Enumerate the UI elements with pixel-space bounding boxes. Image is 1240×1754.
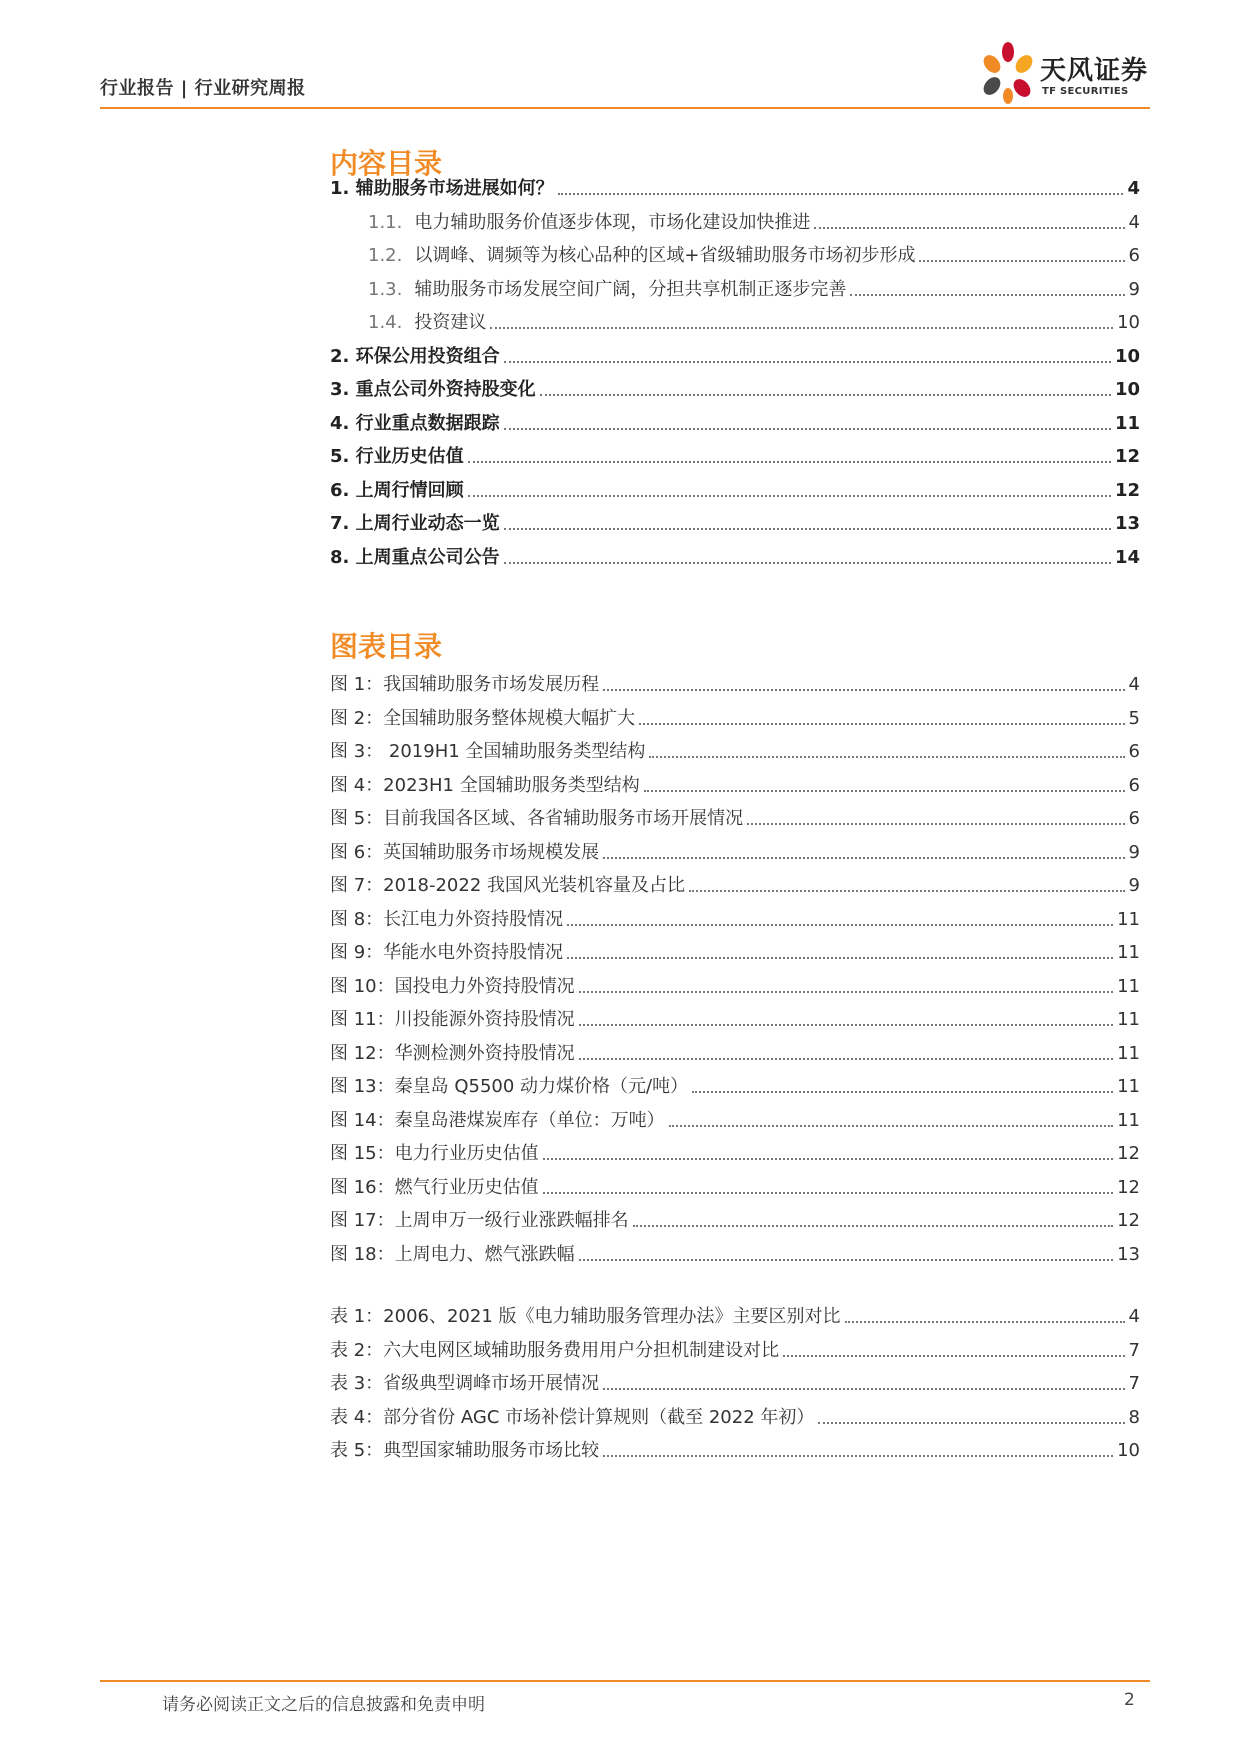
toc-entry-number: 1.1. (368, 212, 403, 233)
company-logo (978, 42, 1150, 106)
logo-name-cn: 天风证券 (1040, 56, 1149, 86)
figure-entry[interactable] (330, 1003, 1140, 1031)
leader-dots (504, 528, 1111, 530)
entry-label: 图 5：目前我国各区域、各省辅助服务市场开展情况 (330, 808, 744, 829)
entry-page: 12 (1114, 446, 1140, 467)
figure-entry[interactable] (330, 1300, 1140, 1328)
leader-dots (543, 1158, 1113, 1160)
leader-dots (603, 1455, 1113, 1457)
leader-dots (558, 193, 1124, 195)
figure-entry[interactable] (330, 970, 1140, 998)
entry-label: 环保公用投资组合 (355, 346, 500, 367)
entry-label: 上周重点公司公告 (355, 547, 500, 568)
toc-entry[interactable] (330, 541, 1140, 569)
figure-entry[interactable] (330, 702, 1140, 730)
entry-page: 9 (1128, 279, 1140, 300)
entry-label: 图 8：长江电力外资持股情况 (330, 909, 564, 930)
figure-entry[interactable] (330, 869, 1140, 897)
entry-label: 表 1：2006、2021 版《电力辅助服务管理办法》主要区别对比 (330, 1306, 841, 1327)
toc-entry[interactable] (330, 373, 1140, 401)
entry-page: 4 (1128, 674, 1140, 695)
entry-page: 14 (1114, 547, 1140, 568)
entry-page: 12 (1114, 480, 1140, 501)
entry-label: 图 16：燃气行业历史估值 (330, 1177, 539, 1198)
figure-entry[interactable] (330, 735, 1140, 763)
toc-entry[interactable] (330, 340, 1140, 368)
entry-page: 12 (1117, 1177, 1140, 1198)
entry-page: 13 (1114, 513, 1140, 534)
leader-dots (747, 823, 1124, 825)
leader-dots (504, 562, 1111, 564)
leader-dots (603, 689, 1124, 691)
entry-label: 辅助服务市场发展空间广阔，分担共享机制正逐步完善 (414, 279, 847, 300)
entry-label: 图 6：英国辅助服务市场规模发展 (330, 842, 600, 863)
entry-label: 图 1：我国辅助服务市场发展历程 (330, 674, 600, 695)
entry-label: 图 4：2023H1 全国辅助服务类型结构 (330, 775, 640, 796)
figure-entry[interactable] (330, 1171, 1140, 1199)
footer-divider (100, 1680, 1150, 1682)
entry-label: 表 5：典型国家辅助服务市场比较 (330, 1440, 600, 1461)
entry-page: 10 (1114, 346, 1140, 367)
leader-dots (579, 1024, 1113, 1026)
toc-entry-number: 2. (330, 346, 350, 367)
toc-title: 内容目录 (330, 147, 443, 180)
figure-entry[interactable] (330, 1104, 1140, 1132)
leader-dots (490, 327, 1113, 329)
entry-page: 11 (1117, 1076, 1140, 1097)
entry-page: 10 (1117, 1440, 1140, 1461)
figure-entry[interactable] (330, 802, 1140, 830)
footer-disclaimer: 请务必阅读正文之后的信息披露和免责申明 (162, 1695, 485, 1715)
logo-name-en: TF SECURITIES (1042, 86, 1129, 97)
entry-label: 图 7：2018-2022 我国风光装机容量及占比 (330, 875, 686, 896)
leader-dots (669, 1125, 1113, 1127)
entry-page: 6 (1128, 741, 1140, 762)
toc-entry[interactable] (330, 474, 1140, 502)
toc-entry[interactable] (330, 440, 1140, 468)
figure-entry[interactable] (330, 1238, 1140, 1266)
toc-entry[interactable] (368, 239, 1140, 267)
entry-label: 图 14：秦皇岛港煤炭库存（单位：万吨） (330, 1110, 665, 1131)
entry-label: 投资建议 (414, 312, 487, 333)
toc-entry[interactable] (368, 273, 1140, 301)
leader-dots (567, 924, 1113, 926)
entry-page: 11 (1117, 942, 1140, 963)
entry-label: 图 3： 2019H1 全国辅助服务类型结构 (330, 741, 646, 762)
figure-entry[interactable] (330, 1070, 1140, 1098)
leader-dots (919, 260, 1124, 262)
entry-label: 表 4：部分省份 AGC 市场补偿计算规则（截至 2022 年初） (330, 1407, 815, 1428)
toc-entry[interactable] (330, 507, 1140, 535)
figure-entry[interactable] (330, 1137, 1140, 1165)
figure-entry[interactable] (330, 1037, 1140, 1065)
leader-dots (543, 1192, 1113, 1194)
entry-label: 表 2：六大电网区域辅助服务费用用户分担机制建设对比 (330, 1340, 780, 1361)
toc-entry-number: 1.3. (368, 279, 403, 300)
entry-page: 7 (1128, 1373, 1140, 1394)
entry-page: 4 (1128, 212, 1140, 233)
entry-page: 8 (1128, 1407, 1140, 1428)
entry-page: 6 (1128, 245, 1140, 266)
toc-entry-number: 3. (330, 379, 350, 400)
figure-entry[interactable] (330, 668, 1140, 696)
entry-page: 13 (1117, 1244, 1140, 1265)
entry-label: 上周行情回顾 (355, 480, 464, 501)
entry-label: 图 11：川投能源外资持股情况 (330, 1009, 575, 1030)
entry-label: 以调峰、调频等为核心品种的区域+省级辅助服务市场初步形成 (414, 245, 916, 266)
entry-page: 11 (1117, 1009, 1140, 1030)
leader-dots (579, 1058, 1113, 1060)
entry-page: 9 (1128, 875, 1140, 896)
figure-entry[interactable] (330, 936, 1140, 964)
leader-dots (845, 1321, 1125, 1323)
entry-page: 11 (1114, 413, 1140, 434)
entry-label: 图 17：上周申万一级行业涨跌幅排名 (330, 1210, 629, 1231)
toc-entry[interactable] (368, 206, 1140, 234)
figure-entry[interactable] (330, 769, 1140, 797)
toc-entry-number: 4. (330, 413, 350, 434)
leader-dots (850, 294, 1124, 296)
leader-dots (814, 227, 1124, 229)
leader-dots (649, 756, 1124, 758)
figure-entry[interactable] (330, 1334, 1140, 1362)
leader-dots (783, 1355, 1124, 1357)
header-divider (100, 107, 1150, 109)
figure-entry[interactable] (330, 1204, 1140, 1232)
entry-label: 图 10：国投电力外资持股情况 (330, 976, 575, 997)
toc-entry[interactable] (330, 172, 1140, 200)
entry-page: 4 (1127, 178, 1140, 199)
leader-dots (689, 890, 1125, 892)
leader-dots (603, 1388, 1124, 1390)
figure-entry[interactable] (330, 1434, 1140, 1462)
report-type-label: 行业报告 | 行业研究周报 (100, 78, 306, 99)
figures-title: 图表目录 (330, 630, 443, 663)
leader-dots (818, 1422, 1124, 1424)
page-number: 2 (1124, 1690, 1135, 1710)
entry-page: 11 (1117, 976, 1140, 997)
leader-dots (644, 790, 1125, 792)
entry-page: 7 (1128, 1340, 1140, 1361)
entry-page: 11 (1117, 1110, 1140, 1131)
entry-page: 10 (1114, 379, 1140, 400)
entry-label: 辅助服务市场进展如何？ (355, 178, 554, 199)
leader-dots (540, 394, 1111, 396)
leader-dots (504, 428, 1111, 430)
entry-page: 9 (1128, 842, 1140, 863)
entry-page: 12 (1117, 1210, 1140, 1231)
entry-label: 图 12：华测检测外资持股情况 (330, 1043, 575, 1064)
leader-dots (639, 723, 1124, 725)
leader-dots (579, 1259, 1113, 1261)
leader-dots (567, 957, 1113, 959)
leader-dots (692, 1091, 1113, 1093)
toc-entry-number: 8. (330, 547, 350, 568)
toc-entry-number: 1.2. (368, 245, 403, 266)
toc-entry[interactable] (330, 407, 1140, 435)
entry-label: 图 13：秦皇岛 Q5500 动力煤价格（元/吨） (330, 1076, 689, 1097)
leader-dots (633, 1225, 1113, 1227)
figure-entry[interactable] (330, 903, 1140, 931)
leader-dots (603, 857, 1124, 859)
entry-page: 4 (1128, 1306, 1140, 1327)
leader-dots (468, 495, 1111, 497)
entry-label: 行业历史估值 (355, 446, 464, 467)
toc-entry-number: 7. (330, 513, 350, 534)
figure-entry[interactable] (330, 1401, 1140, 1429)
entry-page: 10 (1117, 312, 1140, 333)
toc-entry-number: 5. (330, 446, 350, 467)
toc-entry-number: 6. (330, 480, 350, 501)
entry-page: 6 (1128, 775, 1140, 796)
entry-label: 上周行业动态一览 (355, 513, 500, 534)
entry-label: 行业重点数据跟踪 (355, 413, 500, 434)
entry-label: 图 18：上周电力、燃气涨跌幅 (330, 1244, 575, 1265)
entry-label: 电力辅助服务价值逐步体现，市场化建设加快推进 (414, 212, 811, 233)
toc-entry[interactable] (368, 306, 1140, 334)
logo-flower-icon (978, 42, 1038, 106)
entry-label: 图 2：全国辅助服务整体规模大幅扩大 (330, 708, 636, 729)
leader-dots (579, 991, 1113, 993)
entry-page: 6 (1128, 808, 1140, 829)
toc-entry-number: 1. (330, 178, 350, 199)
entry-page: 11 (1117, 1043, 1140, 1064)
entry-label: 图 15：电力行业历史估值 (330, 1143, 539, 1164)
entry-label: 表 3：省级典型调峰市场开展情况 (330, 1373, 600, 1394)
entry-page: 12 (1117, 1143, 1140, 1164)
leader-dots (468, 461, 1111, 463)
toc-entry-number: 1.4. (368, 312, 403, 333)
entry-label: 图 9：华能水电外资持股情况 (330, 942, 564, 963)
entry-label: 重点公司外资持股变化 (355, 379, 536, 400)
figure-entry[interactable] (330, 1367, 1140, 1395)
entry-page: 11 (1117, 909, 1140, 930)
leader-dots (504, 361, 1111, 363)
entry-page: 5 (1128, 708, 1140, 729)
figure-entry[interactable] (330, 836, 1140, 864)
